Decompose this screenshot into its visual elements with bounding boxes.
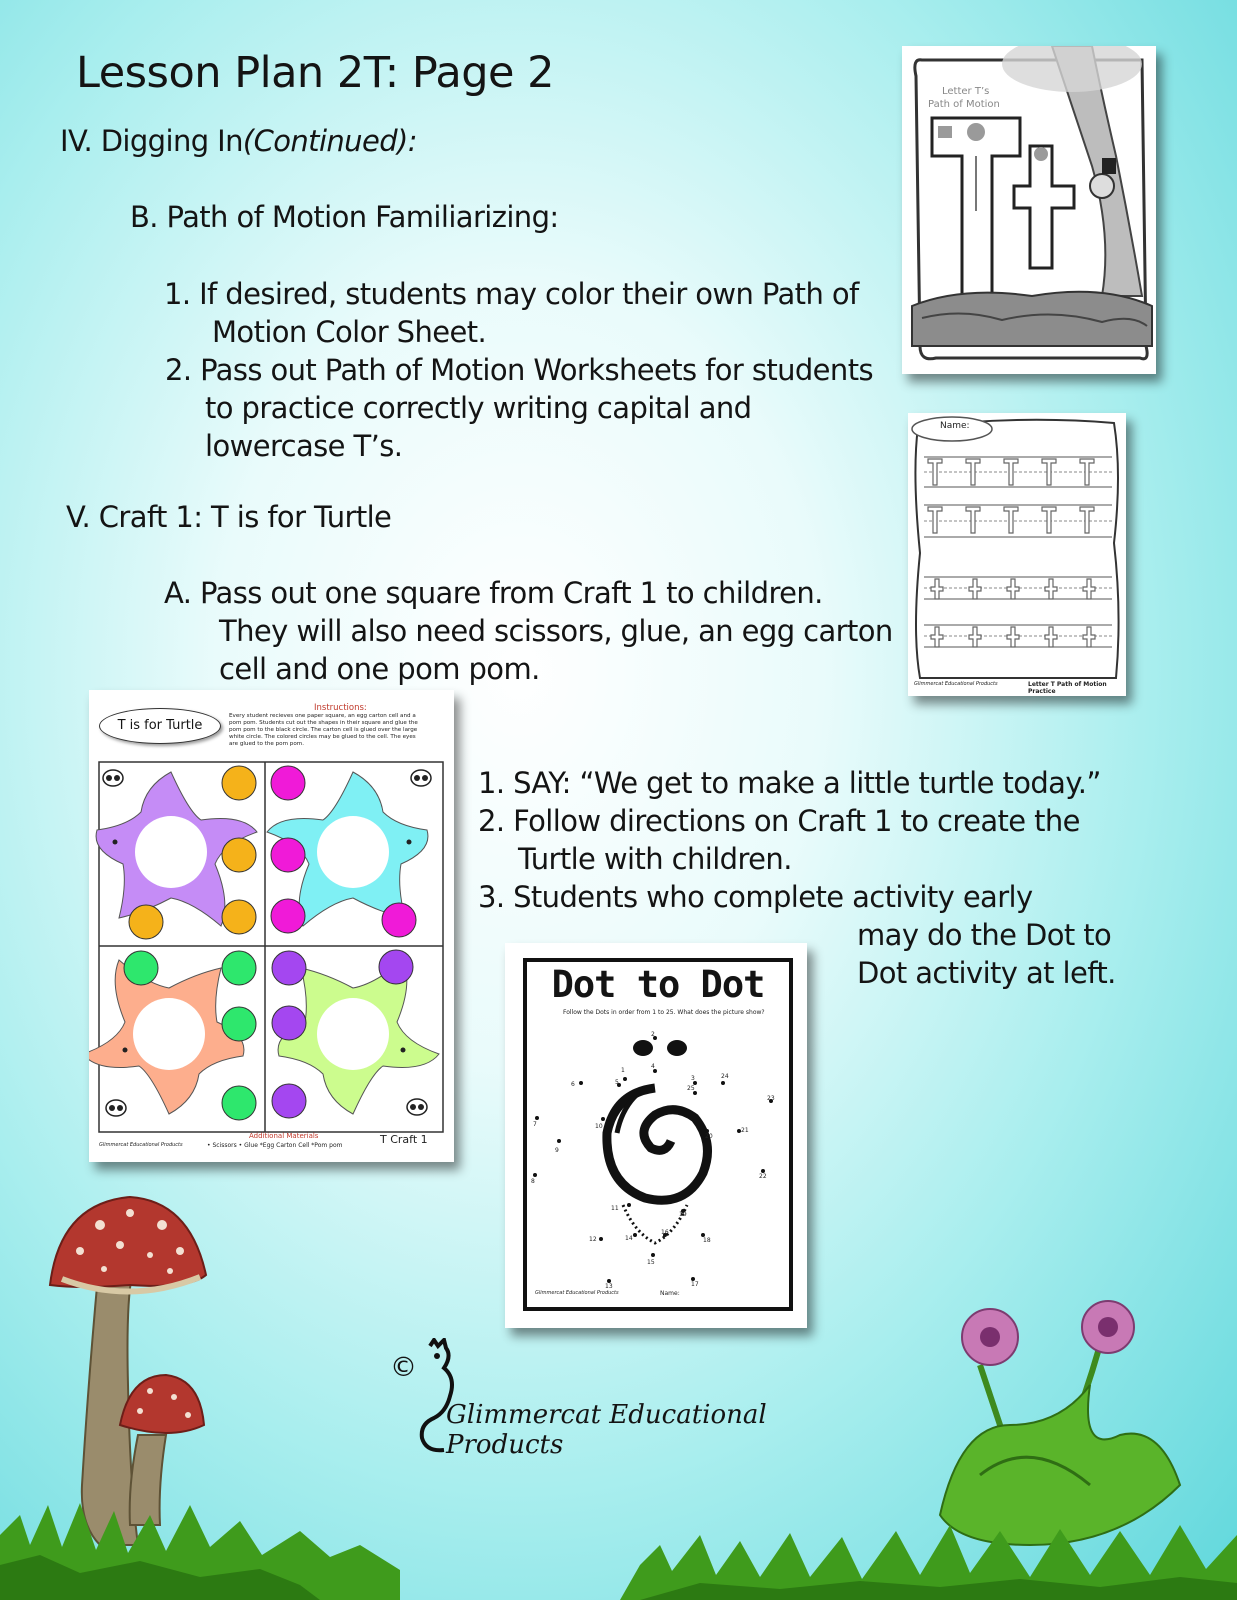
flower-icon bbox=[940, 1301, 1180, 1545]
craft-sheet-label: T Craft 1 bbox=[380, 1133, 428, 1146]
dot-number: 13 bbox=[605, 1283, 613, 1290]
worksheet-brand: Glimmercat Educational Products bbox=[914, 681, 998, 687]
b-item-2-line2: to practice correctly writing capital and bbox=[205, 391, 752, 425]
dot-number: 17 bbox=[691, 1281, 699, 1288]
color-sheet-title-line2: Path of Motion bbox=[928, 99, 1000, 110]
a-item-line2: They will also need scissors, glue, an egg carton bbox=[219, 614, 893, 648]
subsection-b-heading: B. Path of Motion Familiarizing: bbox=[130, 200, 559, 234]
dot-number: 20 bbox=[705, 1133, 713, 1140]
brand-name: Glimmercat Educational Products bbox=[446, 1400, 767, 1460]
craft-instructions-line: are glued to the pom pom. bbox=[229, 741, 304, 747]
dot-number: 23 bbox=[767, 1095, 775, 1102]
section-iv-label: IV. Digging In bbox=[60, 124, 243, 158]
craft-step-2-line2: Turtle with children. bbox=[518, 842, 792, 876]
b-item-2-line3: lowercase T’s. bbox=[205, 429, 403, 463]
craft-instructions-line: Every student recieves one paper square, an egg carton cell and a bbox=[229, 713, 416, 719]
color-sheet-thumbnail bbox=[902, 46, 1156, 374]
dot-number: 8 bbox=[531, 1178, 535, 1185]
craft-instructions-line: pom pom. Students cut out the shapes in their square and glue the bbox=[229, 720, 418, 726]
craft-sheet-brand: Glimmercat Educational Products bbox=[99, 1142, 183, 1148]
dot-number: 21 bbox=[741, 1127, 749, 1134]
worksheet-lines bbox=[908, 413, 1126, 696]
worksheet-footer: Letter T Path of Motion Practice bbox=[1028, 681, 1107, 695]
craft-sheet-thumbnail bbox=[89, 690, 454, 1162]
dot-number: 22 bbox=[759, 1173, 767, 1180]
dot-number: 10 bbox=[595, 1123, 603, 1130]
craft-step-3-line1: 3. Students who complete activity early bbox=[478, 880, 1033, 914]
dot-number: 4 bbox=[651, 1063, 655, 1070]
dot-sheet-subtitle: Follow the Dots in order from 1 to 25. What does the picture show? bbox=[563, 1009, 765, 1016]
craft-instructions-line: white circle. The colored circles may be glued to the cell. The eyes bbox=[229, 734, 416, 740]
worksheet-name-label: Name: bbox=[940, 421, 970, 431]
dot-number: 14 bbox=[625, 1235, 633, 1242]
dot-number: 1 bbox=[621, 1067, 625, 1074]
dot-sheet-name-label: Name: bbox=[660, 1290, 680, 1297]
mushroom-icon bbox=[50, 1197, 206, 1545]
dot-number: 2 bbox=[651, 1031, 655, 1038]
a-item-line1: A. Pass out one square from Craft 1 to children. bbox=[164, 576, 823, 610]
craft-step-1: 1. SAY: “We get to make a little turtle today.” bbox=[478, 766, 1101, 800]
dot-sheet-brand: Glimmercat Educational Products bbox=[535, 1290, 619, 1296]
worksheet-thumbnail bbox=[908, 413, 1126, 696]
section-iv-continued: (Continued): bbox=[242, 124, 417, 158]
dot-number: 19 bbox=[679, 1211, 687, 1218]
dot-number: 24 bbox=[721, 1073, 729, 1080]
a-item-line3: cell and one pom pom. bbox=[219, 652, 540, 686]
dot-number: 15 bbox=[647, 1259, 655, 1266]
b-item-1-line2: Motion Color Sheet. bbox=[212, 315, 487, 349]
dot-number: 25 bbox=[687, 1085, 695, 1092]
craft-materials: • Scissors • Glue *Egg Carton Cell *Pom pom bbox=[207, 1142, 343, 1149]
b-item-2-line1: 2. Pass out Path of Motion Worksheets for students bbox=[165, 353, 873, 387]
craft-turtle-grid bbox=[89, 690, 454, 1162]
dot-number: 9 bbox=[555, 1147, 559, 1154]
section-v-heading: V. Craft 1: T is for Turtle bbox=[66, 500, 392, 534]
color-sheet-title-line1: Letter T’s bbox=[942, 86, 990, 97]
craft-step-3-line3: Dot activity at left. bbox=[857, 956, 1116, 990]
dot-number: 18 bbox=[703, 1237, 711, 1244]
craft-badge-text: T is for Turtle bbox=[117, 718, 203, 733]
dot-number: 7 bbox=[533, 1121, 537, 1128]
dot-number: 5 bbox=[615, 1079, 619, 1086]
dot-number: 12 bbox=[589, 1236, 597, 1243]
craft-step-3-line2: may do the Dot to bbox=[857, 918, 1112, 952]
brand-logo bbox=[390, 1338, 850, 1458]
craft-instructions-line: pom pom to the black circle. The carton cell is glued over the large bbox=[229, 727, 418, 733]
dot-number: 3 bbox=[691, 1075, 695, 1082]
turtle-salmon bbox=[89, 960, 244, 1114]
dot-number: 16 bbox=[661, 1229, 669, 1236]
craft-step-2-line1: 2. Follow directions on Craft 1 to create the bbox=[478, 804, 1080, 838]
craft-materials-title: Additional Materials bbox=[249, 1132, 319, 1140]
page-title: Lesson Plan 2T: Page 2 bbox=[76, 48, 555, 98]
dot-number: 11 bbox=[611, 1205, 619, 1212]
b-item-1-line1: 1. If desired, students may color their own Path of bbox=[164, 277, 859, 311]
dot-sheet-title: Dot to Dot bbox=[551, 963, 765, 1006]
section-iv-heading bbox=[60, 124, 417, 158]
craft-instructions-title: Instructions: bbox=[314, 703, 367, 713]
color-sheet-illustration bbox=[902, 46, 1156, 374]
copyright-symbol: © bbox=[390, 1352, 417, 1383]
dot-number: 6 bbox=[571, 1081, 575, 1088]
